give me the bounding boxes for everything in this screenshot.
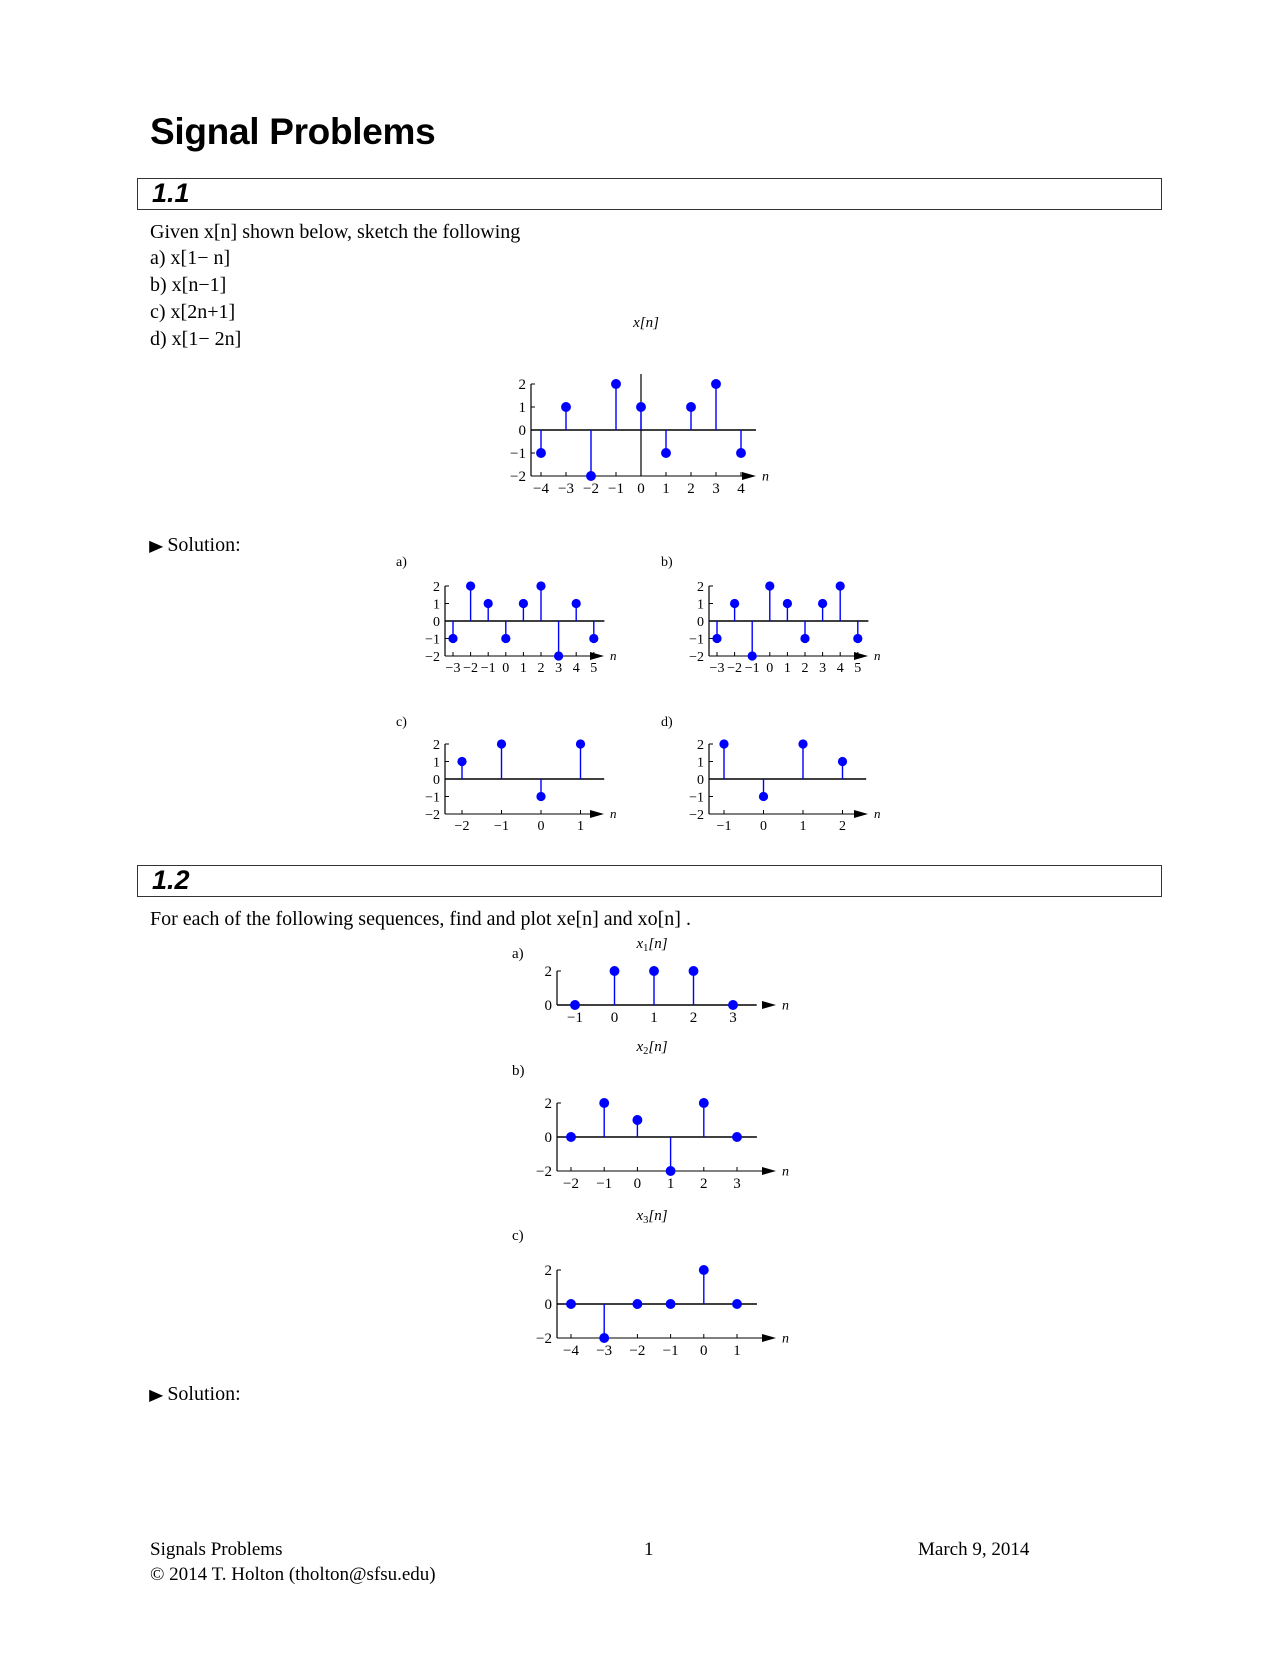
stem-marker bbox=[666, 1299, 676, 1309]
x-tick-label: −1 bbox=[494, 819, 509, 834]
y-tick-label: 0 bbox=[544, 1130, 552, 1147]
x-tick-label: 2 bbox=[687, 481, 695, 497]
x-tick-label: 0 bbox=[700, 1343, 708, 1359]
footer-copyright: © 2014 T. Holton (tholton@sfsu.edu) bbox=[150, 1564, 436, 1585]
stem-marker bbox=[636, 402, 646, 412]
stem-marker bbox=[501, 634, 510, 643]
stem-marker bbox=[519, 599, 528, 608]
y-tick-label: −2 bbox=[425, 807, 440, 823]
x-tick-label: −2 bbox=[727, 661, 743, 676]
plot-title: $x_2[n]$ bbox=[636, 1039, 668, 1057]
part-a: a) x[1− n] bbox=[150, 247, 231, 269]
y-tick-label: 2 bbox=[433, 579, 440, 595]
x-tick-label: −3 bbox=[596, 1343, 613, 1359]
part-b: b) x[n−1] bbox=[150, 274, 227, 296]
x-tick-label: 0 bbox=[502, 661, 510, 676]
stem-marker bbox=[732, 1132, 742, 1142]
x-axis-label: n bbox=[610, 806, 617, 822]
y-tick-label: −2 bbox=[425, 649, 440, 665]
x-tick-label: 0 bbox=[610, 1010, 619, 1026]
x-tick-label: 0 bbox=[760, 819, 767, 834]
y-tick-label: 1 bbox=[697, 755, 704, 771]
y-tick-label: −2 bbox=[536, 1164, 552, 1181]
stem-plot-solution-c bbox=[390, 715, 624, 844]
footer-date: March 9, 2014 bbox=[918, 1539, 1030, 1560]
y-tick-label: 2 bbox=[544, 964, 552, 981]
triangle-bullet-icon: ▶ bbox=[149, 1387, 164, 1404]
x-tick-label: −3 bbox=[709, 661, 725, 676]
stem-marker bbox=[599, 1333, 609, 1343]
stem-marker bbox=[711, 379, 721, 389]
part-c: c) x[2n+1] bbox=[150, 301, 236, 323]
stem-marker bbox=[457, 757, 466, 766]
stem-marker bbox=[589, 634, 598, 643]
x-tick-label: 1 bbox=[783, 661, 791, 676]
x-tick-label: 3 bbox=[819, 661, 827, 676]
y-tick-label: 0 bbox=[433, 772, 440, 788]
stem-marker bbox=[632, 1115, 642, 1125]
x-tick-label: −2 bbox=[629, 1343, 646, 1359]
stem-marker bbox=[661, 448, 671, 458]
x-axis-arrow-icon bbox=[854, 810, 868, 818]
stem-marker bbox=[800, 634, 809, 643]
x-tick-label: −2 bbox=[463, 661, 479, 676]
y-tick-label: 0 bbox=[433, 614, 440, 630]
stem-marker bbox=[536, 581, 545, 590]
y-tick-label: −1 bbox=[689, 790, 704, 806]
stem-marker bbox=[536, 792, 545, 801]
x-tick-label: 4 bbox=[737, 481, 745, 497]
stem-marker bbox=[536, 448, 546, 458]
x-axis-label: n bbox=[874, 806, 881, 822]
stem-marker bbox=[728, 1000, 738, 1010]
x-tick-label: 4 bbox=[572, 661, 580, 676]
x-tick-label: 0 bbox=[633, 1176, 642, 1192]
y-tick-label: 1 bbox=[697, 597, 704, 613]
section-number: 1.1 bbox=[152, 178, 190, 208]
stem-marker bbox=[838, 757, 847, 766]
x-tick-label: 5 bbox=[590, 661, 598, 676]
y-tick-label: 2 bbox=[518, 377, 526, 394]
page-title: Signal Problems bbox=[150, 111, 436, 152]
x-tick-label: −1 bbox=[567, 1010, 583, 1026]
x-tick-label: −1 bbox=[608, 481, 624, 497]
x-axis-arrow-icon bbox=[762, 1167, 776, 1175]
x-tick-label: −1 bbox=[662, 1343, 679, 1359]
stem-marker bbox=[599, 1098, 609, 1108]
y-tick-label: −1 bbox=[510, 446, 526, 463]
section-heading-1-2 bbox=[137, 865, 1162, 897]
y-tick-label: 1 bbox=[433, 597, 440, 613]
y-tick-label: 0 bbox=[544, 998, 552, 1015]
x-tick-label: 1 bbox=[650, 1010, 658, 1026]
x-tick-label: −4 bbox=[563, 1343, 579, 1359]
x-tick-label: −3 bbox=[445, 661, 461, 676]
stem-marker bbox=[610, 966, 620, 976]
stem-marker bbox=[748, 651, 757, 660]
y-tick-label: 1 bbox=[433, 755, 440, 771]
stem-marker bbox=[798, 739, 807, 748]
stem-marker bbox=[818, 599, 827, 608]
x-tick-label: 1 bbox=[662, 481, 670, 497]
y-tick-label: 0 bbox=[544, 1297, 552, 1314]
y-tick-label: −2 bbox=[689, 807, 704, 823]
stem-marker bbox=[666, 1166, 676, 1176]
x-axis-arrow-icon bbox=[854, 652, 868, 660]
x-axis-label: n bbox=[782, 1331, 789, 1347]
panel-label: a) bbox=[512, 946, 524, 962]
triangle-bullet-icon: ▶ bbox=[149, 538, 164, 555]
x-tick-label: 5 bbox=[854, 661, 862, 676]
x-tick-label: −1 bbox=[716, 819, 732, 834]
part-d: d) x[1− 2n] bbox=[150, 328, 242, 350]
stem-marker bbox=[689, 966, 699, 976]
panel-label: d) bbox=[661, 715, 673, 730]
stem-marker bbox=[561, 402, 571, 412]
panel-label: b) bbox=[661, 555, 673, 570]
y-tick-label: −1 bbox=[425, 632, 440, 648]
x-axis-arrow-icon bbox=[762, 1334, 776, 1342]
y-tick-label: −2 bbox=[510, 469, 526, 486]
stem-marker bbox=[484, 599, 493, 608]
x-tick-label: −3 bbox=[558, 481, 574, 497]
problem-prompt: For each of the following sequences, find and plot xe[n] and xo[n] . bbox=[150, 908, 691, 930]
x-tick-label: −1 bbox=[480, 661, 496, 676]
x-tick-label: −4 bbox=[533, 481, 549, 497]
y-tick-label: −1 bbox=[425, 790, 440, 806]
x-axis-label: n bbox=[782, 1164, 789, 1180]
stem-plot-solution-a bbox=[390, 555, 624, 686]
section-heading-1-1 bbox=[137, 178, 1162, 210]
stem-plot-solution-d bbox=[655, 715, 888, 844]
plot-title: $x_1[n]$ bbox=[636, 936, 668, 954]
stem-marker bbox=[712, 634, 721, 643]
stem-marker bbox=[736, 448, 746, 458]
footer-title: Signals Problems bbox=[150, 1539, 283, 1560]
x-tick-label: 1 bbox=[733, 1343, 741, 1359]
x-axis-label: n bbox=[782, 998, 789, 1014]
x-tick-label: 3 bbox=[555, 661, 563, 676]
panel-label: c) bbox=[396, 715, 407, 730]
x-tick-label: −1 bbox=[744, 661, 760, 676]
y-tick-label: 0 bbox=[697, 772, 704, 788]
page-number: 1 bbox=[644, 1539, 654, 1560]
stem-marker bbox=[649, 966, 659, 976]
x-tick-label: 0 bbox=[537, 819, 545, 834]
stem-marker bbox=[686, 402, 696, 412]
stem-marker bbox=[554, 651, 563, 660]
stem-marker bbox=[632, 1299, 642, 1309]
x-tick-label: 0 bbox=[766, 661, 774, 676]
x-tick-label: −1 bbox=[596, 1176, 613, 1192]
x-tick-label: −2 bbox=[583, 481, 599, 497]
stem-marker bbox=[783, 599, 792, 608]
x-tick-label: 4 bbox=[836, 661, 844, 676]
x-tick-label: 3 bbox=[712, 481, 720, 497]
x-tick-label: 2 bbox=[689, 1010, 698, 1026]
panel-label: b) bbox=[512, 1063, 525, 1079]
stem-marker bbox=[570, 1000, 580, 1010]
panel-label: a) bbox=[396, 555, 407, 570]
stem-marker bbox=[466, 581, 475, 590]
x-tick-label: 2 bbox=[700, 1176, 708, 1192]
stem-marker bbox=[853, 634, 862, 643]
y-tick-label: −2 bbox=[536, 1331, 552, 1348]
x-axis-arrow-icon bbox=[590, 652, 604, 660]
x-tick-label: 0 bbox=[637, 481, 645, 497]
x-tick-label: −2 bbox=[454, 819, 470, 834]
y-tick-label: −2 bbox=[689, 649, 704, 665]
x-tick-label: 1 bbox=[577, 819, 584, 834]
y-tick-label: 2 bbox=[544, 1263, 552, 1280]
y-tick-label: 2 bbox=[544, 1096, 552, 1113]
x-tick-label: 1 bbox=[519, 661, 527, 676]
stem-plot-x bbox=[490, 315, 776, 507]
y-tick-label: 2 bbox=[433, 737, 440, 753]
solution-label-1-2: ▶ Solution: bbox=[150, 1381, 241, 1409]
y-tick-label: 2 bbox=[697, 579, 704, 595]
solution-label-1-1: ▶ Solution: bbox=[150, 532, 241, 560]
stem-marker bbox=[765, 581, 774, 590]
x-axis-label: n bbox=[874, 648, 881, 664]
x-axis-label: n bbox=[762, 469, 769, 485]
stem-marker bbox=[576, 739, 585, 748]
stem-marker bbox=[730, 599, 739, 608]
x-tick-label: 3 bbox=[733, 1176, 741, 1192]
stem-marker bbox=[566, 1299, 576, 1309]
problem-prompt: Given x[n] shown below, sketch the following bbox=[150, 221, 521, 243]
y-tick-label: 2 bbox=[697, 737, 704, 753]
panel-label: c) bbox=[512, 1228, 524, 1244]
x-tick-label: 1 bbox=[799, 819, 807, 834]
stem-marker bbox=[566, 1132, 576, 1142]
stem-marker bbox=[448, 634, 457, 643]
y-tick-label: 0 bbox=[518, 423, 526, 440]
y-tick-label: −1 bbox=[689, 632, 704, 648]
stem-plot-x1 bbox=[505, 930, 796, 1036]
x-tick-label: 1 bbox=[666, 1176, 675, 1192]
stem-marker bbox=[611, 379, 621, 389]
x-axis-arrow-icon bbox=[762, 1001, 776, 1009]
x-tick-label: 2 bbox=[537, 661, 545, 676]
y-tick-label: 0 bbox=[697, 614, 704, 630]
x-tick-label: −2 bbox=[563, 1176, 579, 1192]
stem-marker bbox=[699, 1098, 709, 1108]
plot-title: x[n] bbox=[633, 315, 659, 331]
x-axis-arrow-icon bbox=[742, 472, 756, 480]
x-axis-label: n bbox=[610, 648, 617, 664]
stem-marker bbox=[497, 739, 506, 748]
y-tick-label: 1 bbox=[518, 400, 526, 417]
stem-plot-solution-b bbox=[655, 555, 888, 686]
stem-marker bbox=[586, 471, 596, 481]
x-tick-label: 3 bbox=[729, 1010, 737, 1026]
x-tick-label: 2 bbox=[801, 661, 809, 676]
stem-marker bbox=[836, 581, 845, 590]
stem-marker bbox=[732, 1299, 742, 1309]
section-number: 1.2 bbox=[152, 865, 190, 895]
stem-plot-x2 bbox=[505, 1039, 796, 1202]
stem-marker bbox=[699, 1265, 709, 1275]
x-axis-arrow-icon bbox=[590, 810, 604, 818]
stem-plot-x3 bbox=[505, 1208, 796, 1369]
stem-marker bbox=[759, 792, 768, 801]
stem-marker bbox=[572, 599, 581, 608]
stem-marker bbox=[719, 739, 728, 748]
plot-title: $x_3[n]$ bbox=[636, 1208, 668, 1226]
x-tick-label: 2 bbox=[839, 819, 846, 834]
